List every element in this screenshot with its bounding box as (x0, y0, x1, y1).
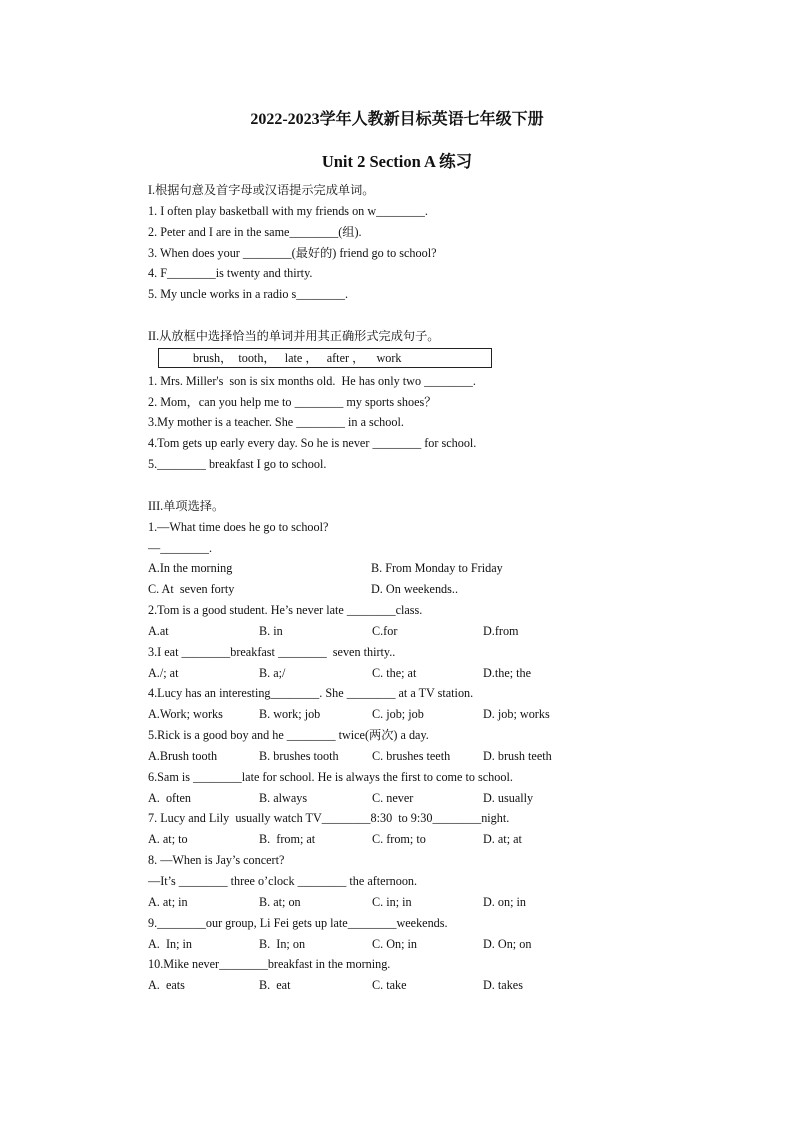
section-2-heading: II.从放框中选择恰当的单词并用其正确形式完成句子。 (148, 328, 440, 343)
question-stem: 10.Mike never________breakfast in the morning. (148, 957, 391, 972)
option-c: C. job; job (372, 707, 424, 722)
options-row (148, 558, 588, 579)
option-b: B. eat (259, 978, 291, 993)
section-1-item: 3. When does your ________(最好的) friend go to school? (148, 245, 437, 260)
option-c: C.for (372, 623, 398, 638)
option-d: D. on; in (483, 894, 526, 909)
options-row (148, 975, 588, 996)
option-b: B. a;/ (259, 665, 286, 680)
option-b: B. work; job (259, 707, 321, 722)
options-row (148, 892, 588, 913)
options-row (148, 746, 588, 767)
option-a: A.In the morning (148, 561, 233, 576)
option-d: D. brush teeth (483, 748, 552, 763)
option-c: C. the; at (372, 665, 417, 680)
section-3-heading: III.单项选择。 (148, 498, 225, 513)
option-b: B. at; on (259, 894, 301, 909)
word-box-row (148, 347, 588, 371)
question-stem: 4.Lucy has an interesting________. She ________ at a TV station. (148, 686, 474, 701)
section-2-item: 5.________ breakfast I go to school. (148, 457, 327, 472)
option-c: C. take (372, 978, 407, 993)
option-d: D. takes (483, 978, 523, 993)
question-stem: 1.—What time does he go to school? (148, 519, 329, 534)
section-2-item: 4.Tom gets up early every day. So he is never ________ for school. (148, 436, 477, 451)
options-row (148, 663, 588, 684)
answer-line: —It’s ________ three o’clock ________ the afternoon. (148, 874, 418, 888)
option-c: C. On; in (372, 936, 418, 951)
question-stem: 8. —When is Jay’s concert? (148, 853, 285, 868)
question-stem: 2.Tom is a good student. He’s never late ________class. (148, 603, 423, 618)
option-d: D. On; on (483, 936, 532, 951)
section-2-item: 1. Mrs. Miller's son is six months old. He has only two ________. (148, 373, 476, 388)
option-d: D. at; at (483, 832, 522, 847)
option-a: A. at; in (148, 894, 188, 909)
spacer (148, 475, 588, 496)
option-a: A. at; to (148, 832, 188, 847)
options-row (148, 934, 588, 955)
options-row (148, 621, 588, 642)
exercise-content (148, 180, 588, 996)
option-a: A. eats (148, 978, 185, 993)
option-a: A. In; in (148, 936, 193, 951)
option-a: A.Work; works (148, 707, 223, 722)
option-c: C. never (372, 790, 414, 805)
question-stem: 3.I eat ________breakfast ________ seven thirty.. (148, 644, 396, 659)
question-stem: 9.________our group, Li Fei gets up late________weekends. (148, 915, 448, 930)
options-row (148, 579, 588, 600)
option-c: C. from; to (372, 832, 426, 847)
option-b: B. From Monday to Friday (371, 561, 503, 576)
option-c: C. in; in (372, 894, 412, 909)
option-b: B. in (259, 623, 283, 638)
option-d: D. usually (483, 790, 534, 805)
section-1-item: 5. My uncle works in a radio s________. (148, 287, 349, 302)
option-c: C. At seven forty (148, 582, 235, 597)
section-1-heading: I.根据句意及首字母或汉语提示完成单词。 (148, 183, 375, 197)
option-c: C. brushes teeth (372, 748, 451, 763)
document-subtitle: Unit 2 Section A 练习 (321, 152, 473, 171)
option-a: A.Brush tooth (148, 748, 218, 763)
word-box: brush， tooth， late ， after ， work (158, 348, 492, 368)
option-b: B. In; on (259, 936, 306, 951)
answer-line: —________. (148, 540, 212, 555)
options-row (148, 829, 588, 850)
question-stem: 5.Rick is a good boy and he ________ twice(两次) a day. (148, 728, 429, 743)
option-d: D. On weekends.. (371, 582, 458, 597)
document-title: 2022-2023学年人教新目标英语七年级下册 (250, 111, 544, 128)
option-a: A.at (148, 623, 169, 638)
options-row (148, 788, 588, 809)
section-1-item: 2. Peter and I are in the same________(组). (148, 224, 362, 239)
section-2-item: 3.My mother is a teacher. She ________ in a school. (148, 415, 404, 430)
section-1-item: 1. I often play basketball with my friends on w________. (148, 203, 428, 218)
option-b: B. always (259, 790, 308, 805)
options-row (148, 704, 588, 725)
question-stem: 6.Sam is ________late for school. He is always the first to come to school. (148, 769, 513, 784)
option-b: B. from; at (259, 832, 316, 847)
section-1-item: 4. F________is twenty and thirty. (148, 266, 313, 281)
spacer (148, 305, 588, 326)
question-stem: 7. Lucy and Lily usually watch TV________8:30 to 9:30________night. (148, 811, 510, 826)
option-a: A./; at (148, 665, 179, 680)
option-d: D. job; works (483, 707, 550, 722)
option-d: D.from (483, 623, 519, 638)
option-b: B. brushes tooth (259, 748, 339, 763)
option-d: D.the; the (483, 665, 532, 680)
option-a: A. often (148, 790, 191, 805)
section-2-item: 2. Mom，can you help me to ________ my sports shoes？ (148, 394, 437, 409)
